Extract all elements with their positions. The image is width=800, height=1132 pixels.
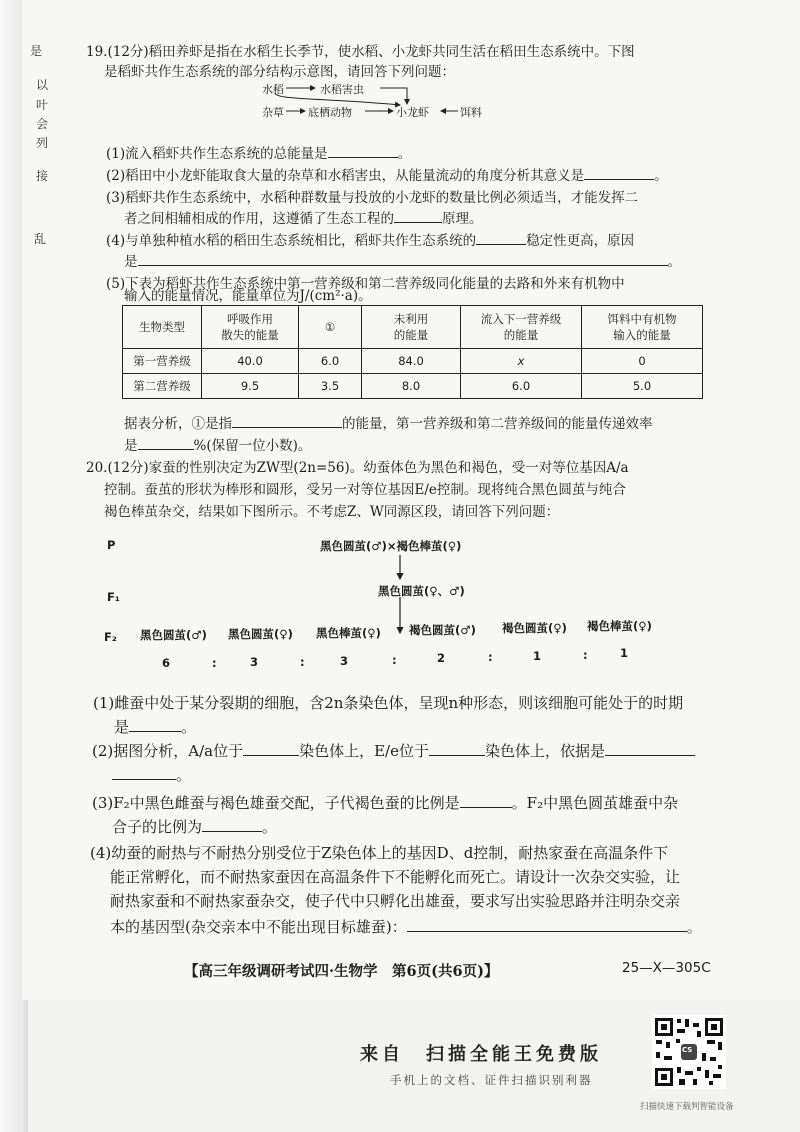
answer-blank[interactable] (112, 765, 176, 780)
answer-blank[interactable] (232, 413, 342, 428)
node-benthic: 底栖动物 (308, 106, 352, 119)
q20-p1a: (1)雌蚕中处于某分裂期的细胞，含2n条染色体，呈现n种形态，则该细胞可能处于的时期 (93, 694, 684, 712)
table-cell: 3.5 (299, 374, 362, 399)
q19-p5a: (5)下表为稻虾共作生态系统中第一营养级和第二营养级同化能量的去路和外来有机物中 (106, 276, 625, 292)
page-code: 25—X—305C (622, 960, 711, 976)
page-footer-title: 【高三年级调研考试四·生物学 第6页(共6页)】 (184, 963, 499, 980)
q19-p6a-text: 据表分析，①是指 (124, 416, 232, 432)
q19-p1 (106, 142, 411, 162)
q19-p6a-end: 的能量，第一营养级和第二营养级间的能量传递效率 (342, 416, 653, 432)
margin-char: 叶 (36, 98, 49, 112)
ratio-sep: : (212, 656, 217, 670)
punct: 。 (686, 918, 702, 936)
q20-p4d (110, 916, 702, 937)
q19-p4a-text: (4)与单独种植水稻的稻田生态系统相比，稻虾共作生态系统的 (106, 233, 477, 249)
q19-p3a: (3)稻虾共作生态系统中，水稻种群数量与投放的小龙虾的数量比例必须适当，才能发挥二 (106, 190, 639, 206)
q19-p3b (124, 207, 483, 227)
q20-p2b (112, 764, 191, 785)
table-row (123, 349, 703, 374)
table-header-row (123, 306, 703, 349)
ratio-value: 2 (437, 651, 446, 665)
cross-f1-label: F₁ (107, 590, 120, 604)
f2-phenotype: 黑色棒茧(♀) (316, 626, 381, 640)
q19-p1-text: (1)流入稻虾共作生态系统的总能量是 (106, 146, 328, 162)
q19-p5b: 输入的能量情况，能量单位为J/(cm²·a)。 (124, 288, 372, 304)
table-cell: 9.5 (202, 374, 299, 399)
scanner-watermark-sub: 手机上的文档、证件扫描识别利器 (390, 1073, 593, 1087)
q19-p6b (124, 434, 311, 454)
q20-p3b-text: 合子的比例为 (112, 818, 203, 836)
cross-f2-label: F₂ (104, 630, 117, 644)
margin-char: 乱 (34, 232, 47, 246)
q20-p2a (92, 740, 695, 761)
table-header: 流入下一营养级 的能量 (461, 306, 582, 349)
q19-header: 19.(12分)稻田养虾是指在水稻生长季节，使水稻、小龙虾共同生活在稻田生态系统中。下图 (86, 44, 635, 60)
margin-char: 以 (36, 78, 49, 92)
f2-phenotype: 黑色圆茧(♂) (140, 628, 207, 642)
answer-blank[interactable] (129, 717, 181, 732)
table-cell: 5.0 (582, 374, 703, 399)
table-cell: 40.0 (202, 349, 299, 374)
q20-p2a-mid2: 染色体上，依据是 (484, 742, 605, 760)
q20-p3a-end: 。F₂中黑色圆茧雄蚕中杂 (511, 794, 679, 812)
node-rice: 水稻 (262, 83, 284, 96)
arrow-pest-crayfish (380, 88, 407, 104)
q19-p6a (124, 412, 653, 432)
food-web-diagram (255, 78, 485, 128)
ratio-sep: : (300, 655, 305, 669)
q19-p6b-text: 是 (124, 438, 138, 454)
table-cell: 6.0 (299, 349, 362, 374)
answer-blank[interactable] (584, 165, 654, 180)
q20-p3a-text: (3)F₂中黑色雌蚕与褐色雄蚕交配，子代褐色蚕的比例是 (92, 794, 460, 812)
answer-blank[interactable] (407, 917, 687, 932)
node-feed: 饵料 (460, 106, 482, 119)
table-header: 呼吸作用 散失的能量 (202, 306, 299, 349)
q20-line3: 褐色棒茧杂交，结果如下图所示。不考虑Z、W同源区段，请回答下列问题： (104, 504, 560, 520)
ratio-sep: : (488, 650, 493, 664)
q20-line1: 20.(12分)家蚕的性别决定为ZW型(2n=56)。幼蚕体色为黑色和褐色，受一对等位基因A/a (86, 460, 629, 476)
q20-p4a: (4)幼蚕的耐热与不耐热分别受位于Z染色体上的基因D、d控制，耐热家蚕在高温条件下 (90, 844, 669, 862)
f2-phenotype: 褐色圆茧(♀) (502, 621, 567, 635)
q20-p4b: 能正常孵化，而不耐热家蚕因在高温条件下不能孵化而死亡。请设计一次杂交实验，让 (110, 868, 681, 886)
ratio-value: 1 (620, 646, 629, 660)
margin-char: 会 (36, 117, 49, 131)
answer-blank[interactable] (138, 251, 668, 266)
answer-blank[interactable] (460, 793, 512, 808)
punct: 。 (654, 168, 668, 184)
table-row (123, 374, 703, 399)
ratio-value: 3 (340, 654, 349, 668)
punct: 。 (667, 254, 681, 270)
margin-char: 接 (36, 169, 49, 183)
answer-blank[interactable] (138, 435, 194, 450)
qr-logo-label: CS (682, 1046, 693, 1054)
q20-p4c: 耐热家蚕和不耐热家蚕杂交，使子代中只孵化出雄蚕，要求写出实验思路并注明杂交亲 (110, 892, 681, 910)
q19-p2 (106, 164, 668, 184)
table-cell: 6.0 (461, 374, 582, 399)
table-cell: x (461, 349, 582, 374)
node-pest: 水稻害虫 (320, 83, 364, 96)
table-cell: 0 (582, 349, 703, 374)
ratio-sep: : (392, 653, 397, 667)
table-cell: 第一营养级 (123, 349, 202, 374)
f2-phenotype: 黑色圆茧(♀) (228, 627, 293, 641)
ratio-value: 3 (250, 655, 259, 669)
ratio-sep: : (583, 648, 588, 662)
q20-line2: 控制。蚕茧的形状为棒形和圆形，受另一对等位基因E/e控制。现将纯合黑色圆茧与纯合 (104, 482, 626, 498)
punct: 。 (262, 818, 278, 836)
node-weed: 杂草 (262, 106, 284, 119)
punct: 原理。 (442, 211, 483, 227)
table-header: 生物类型 (123, 306, 202, 349)
q20-p3b (112, 816, 277, 837)
table-header: ① (299, 306, 362, 349)
answer-blank[interactable] (605, 741, 695, 756)
node-crayfish: 小龙虾 (396, 106, 429, 119)
cross-p-label: P (107, 538, 116, 552)
f2-phenotype: 褐色圆茧(♂) (409, 623, 476, 637)
q19-p2-text: (2)稻田中小龙虾能取食大量的杂草和水稻害虫，从能量流动的角度分析其意义是 (106, 168, 585, 184)
q20-p1b-text: 是 (114, 718, 130, 736)
cross-f1-text: 黑色圆茧(♀、♂) (378, 584, 465, 598)
table-cell: 第二营养级 (123, 374, 202, 399)
q19-p3b-text: 者之间相辅相成的作用，这遵循了生态工程的 (124, 211, 394, 227)
q20-p2a-mid1: 染色体上，E/e位于 (299, 742, 429, 760)
punct: 。 (181, 718, 197, 736)
q20-p2a-text: (2)据图分析，A/a位于 (92, 742, 244, 760)
f2-phenotype: 褐色棒茧(♀) (587, 619, 652, 633)
scanner-watermark-title: 来自 扫描全能王免费版 (360, 1044, 602, 1065)
answer-blank[interactable] (202, 817, 262, 832)
table-cell: 84.0 (362, 349, 461, 374)
margin-char: 是 (30, 44, 43, 58)
q19-p4b-text: 是 (124, 254, 138, 270)
q19-p4a (106, 229, 634, 249)
answer-blank[interactable] (476, 230, 526, 245)
answer-blank[interactable] (243, 741, 299, 756)
q19-p4a-end: 稳定性更高，原因 (526, 233, 635, 249)
q20-p3a (92, 792, 678, 813)
answer-blank[interactable] (394, 208, 442, 223)
q19-p4b (124, 250, 681, 270)
q19-p6b-end: %(保留一位小数)。 (193, 438, 312, 454)
ratio-value: 1 (533, 649, 542, 663)
table-header: 饵料中有机物 输入的能量 (582, 306, 703, 349)
ratio-value: 6 (162, 656, 171, 670)
cross-p-text: 黑色圆茧(♂)×褐色棒茧(♀) (320, 539, 462, 553)
answer-blank[interactable] (328, 143, 398, 158)
q20-p4d-text: 本的基因型(杂交亲本中不能出现目标雄蚕)： (110, 918, 407, 936)
margin-char: 列 (36, 136, 49, 150)
punct: 。 (176, 766, 192, 784)
answer-blank[interactable] (429, 741, 485, 756)
q19-header-cont: 是稻虾共作生态系统的部分结构示意图，请回答下列问题： (104, 64, 455, 80)
q20-p1b (114, 716, 196, 737)
table-header: 未利用 的能量 (362, 306, 461, 349)
punct: 。 (397, 146, 412, 162)
qr-caption: 扫描快速下载判智能设备 (640, 1102, 734, 1112)
energy-table (122, 305, 703, 399)
table-cell: 8.0 (362, 374, 461, 399)
